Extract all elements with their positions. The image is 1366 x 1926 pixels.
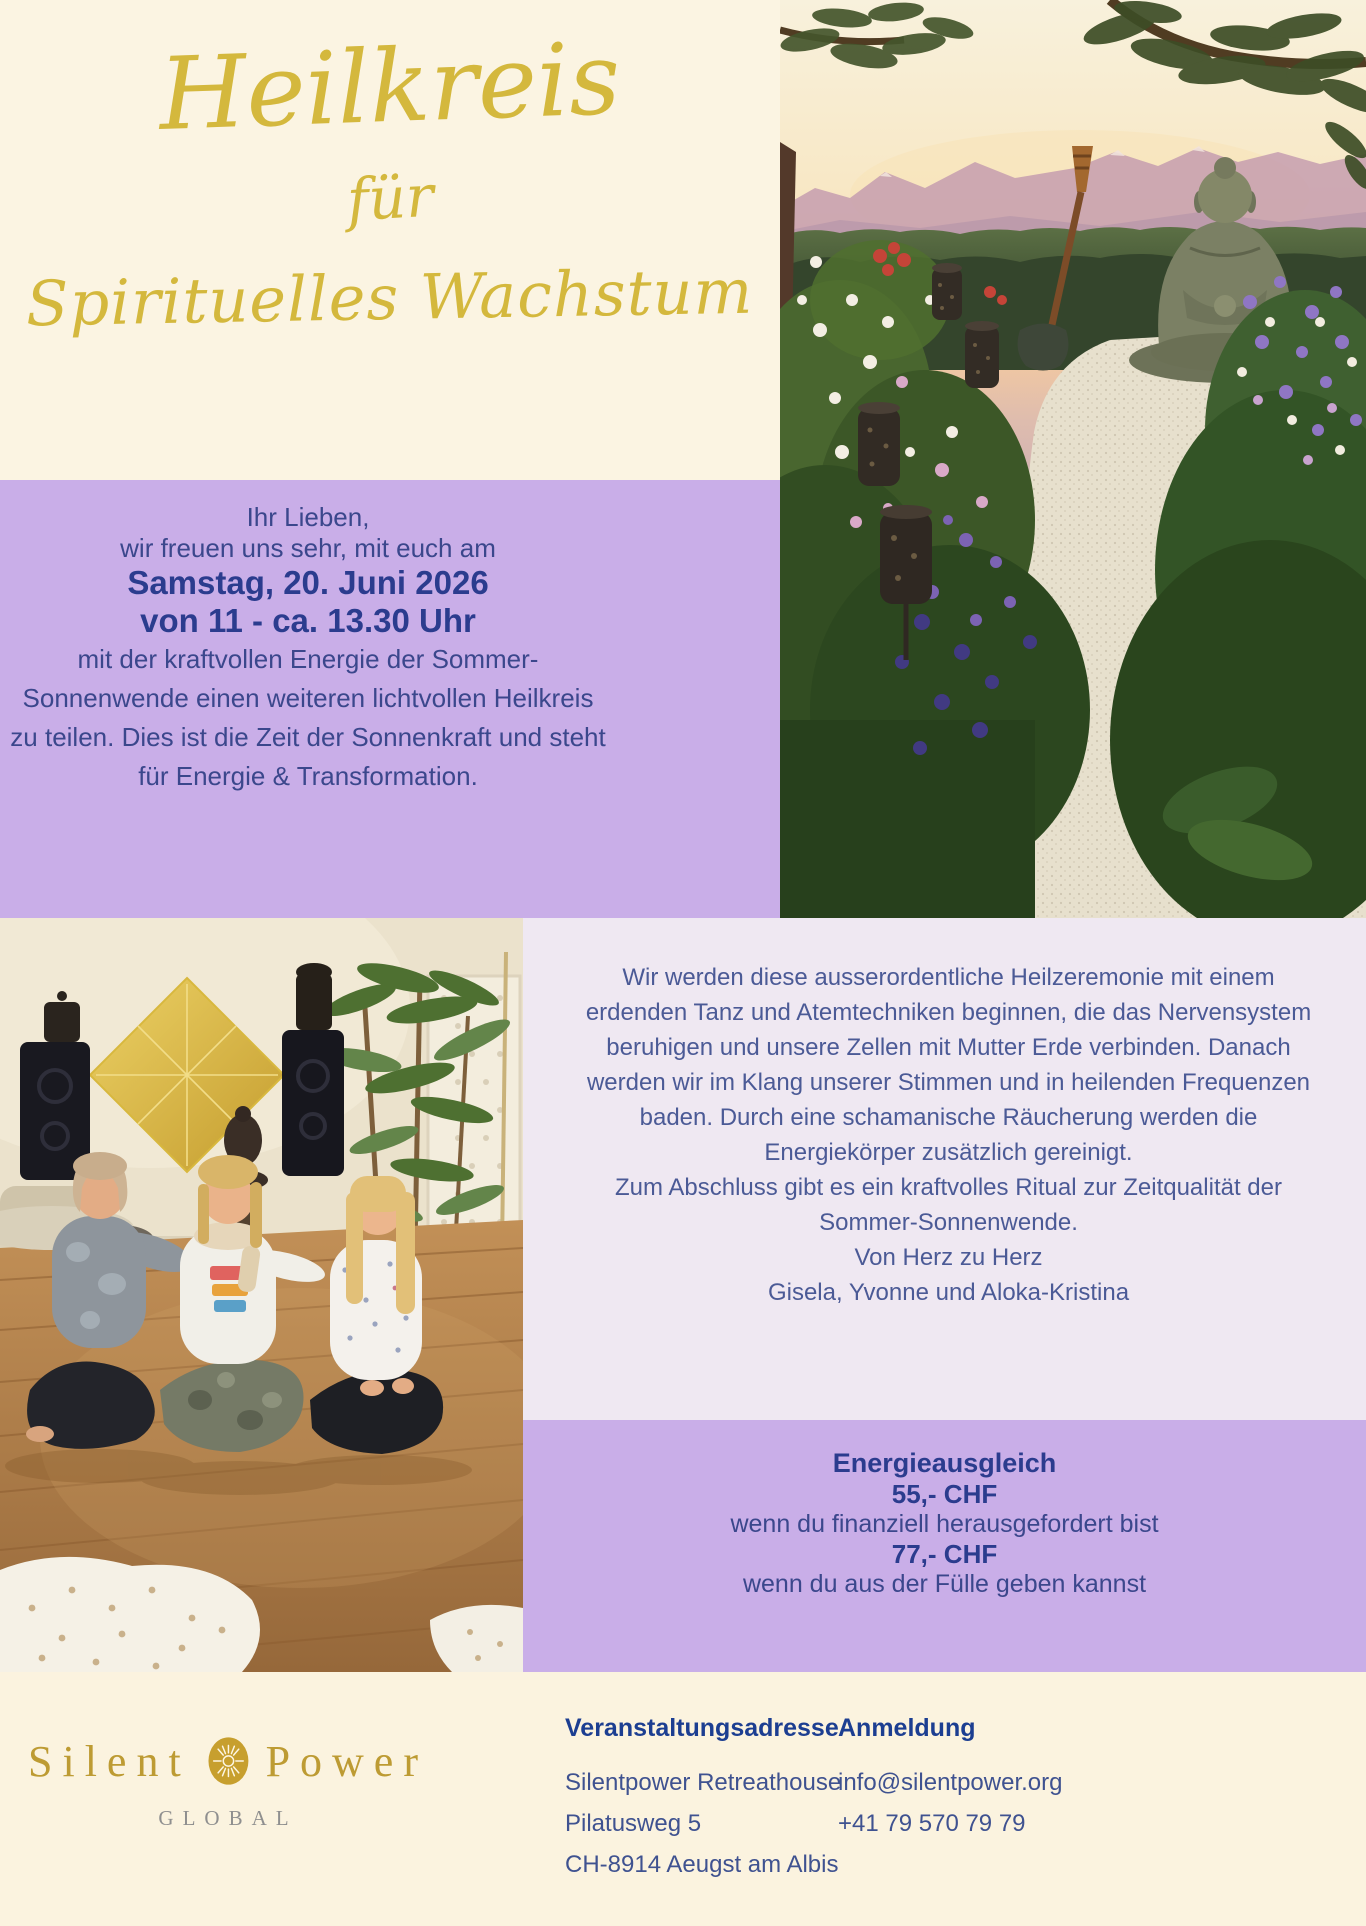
middle-row (0, 918, 1366, 1672)
top-row (0, 0, 1366, 918)
registration-heading: Anmeldung (838, 1714, 976, 1742)
venue-address-block (565, 1714, 841, 1893)
brand-subtitle: GLOBAL (158, 1806, 298, 1830)
title-section (0, 0, 780, 480)
price-tier-1-condition: wenn du finanziell herausgefordert bist (730, 1510, 1159, 1538)
brand-logo-row (28, 1728, 428, 1794)
invitation-lead: wir freuen uns sehr, mit euch am (120, 533, 496, 563)
signature-names: Gisela, Yvonne und Aloka-Kristina (767, 1279, 1130, 1306)
event-time: von 11 - ca. 13.30 Uhr (140, 602, 476, 639)
brand-word-silent: Silent (28, 1736, 191, 1786)
footer (0, 1672, 1366, 1926)
description-paragraph-2: Zum Abschluss gibt es ein kraftvolles Ritual zur Zeitqualität der Sommer-Sonnenwende. (615, 1174, 1282, 1236)
brand-logo (28, 1728, 428, 1831)
middle-right-column (523, 918, 1366, 1672)
pricing-title: Energieausgleich (832, 1448, 1057, 1478)
venue-name: Silentpower Retreathouse (565, 1769, 842, 1796)
venue-street: Pilatusweg 5 (565, 1810, 702, 1837)
salutation: Von Herz zu Herz (854, 1244, 1043, 1271)
pricing-panel (523, 1420, 1366, 1672)
invitation-text (6, 502, 610, 796)
top-left-column (0, 0, 780, 918)
brand-word-power: Power (265, 1736, 428, 1786)
registration-email: info@silentpower.org (838, 1769, 1063, 1796)
event-date: Samstag, 20. Juni 2026 (127, 564, 489, 601)
invitation-panel (0, 480, 780, 918)
garden-buddha-photo (780, 0, 1366, 918)
invitation-body: mit der kraftvollen Energie der Sommer-Sonnenwende einen weiteren lichtvollen Heilkreis zu teilen. Dies ist die Zeit der Sonnenkraft und steht für Energie & Transformation. (10, 644, 606, 791)
title-line-3: Spirituelles Wachstum (25, 255, 755, 341)
invitation-greeting: Ihr Lieben, (246, 502, 370, 532)
healing-circle-group-photo (0, 918, 523, 1672)
description-paragraph-1: Wir werden diese ausserordentliche Heilzeremonie mit einem erdenden Tanz und Atemtechniken beginnen, die das Nervensystem beruhigen und unsere Zellen mit Mutter Erde verbinden. Danach werden wir im Klang unserer Stimmen und in heilenden Frequenzen baden. Durch eine schamanische Räucherung werden die Energiekörper zusätzlich gereinigt. (585, 964, 1312, 1166)
title-line-2: für (344, 161, 435, 235)
registration-block (838, 1714, 1062, 1852)
price-tier-2-condition: wenn du aus der Fülle geben kannst (742, 1570, 1147, 1598)
price-tier-2: 77,- CHF (891, 1539, 998, 1569)
venue-address-heading: Veranstaltungsadresse (565, 1714, 839, 1742)
title-line-1: Heilkreis (157, 19, 623, 154)
registration-phone: +41 79 570 79 79 (838, 1810, 1026, 1837)
venue-city: CH-8914 Aeugst am Albis (565, 1851, 839, 1878)
description-panel (523, 918, 1366, 1420)
sun-icon (207, 1728, 250, 1794)
price-tier-1: 55,- CHF (891, 1479, 998, 1509)
